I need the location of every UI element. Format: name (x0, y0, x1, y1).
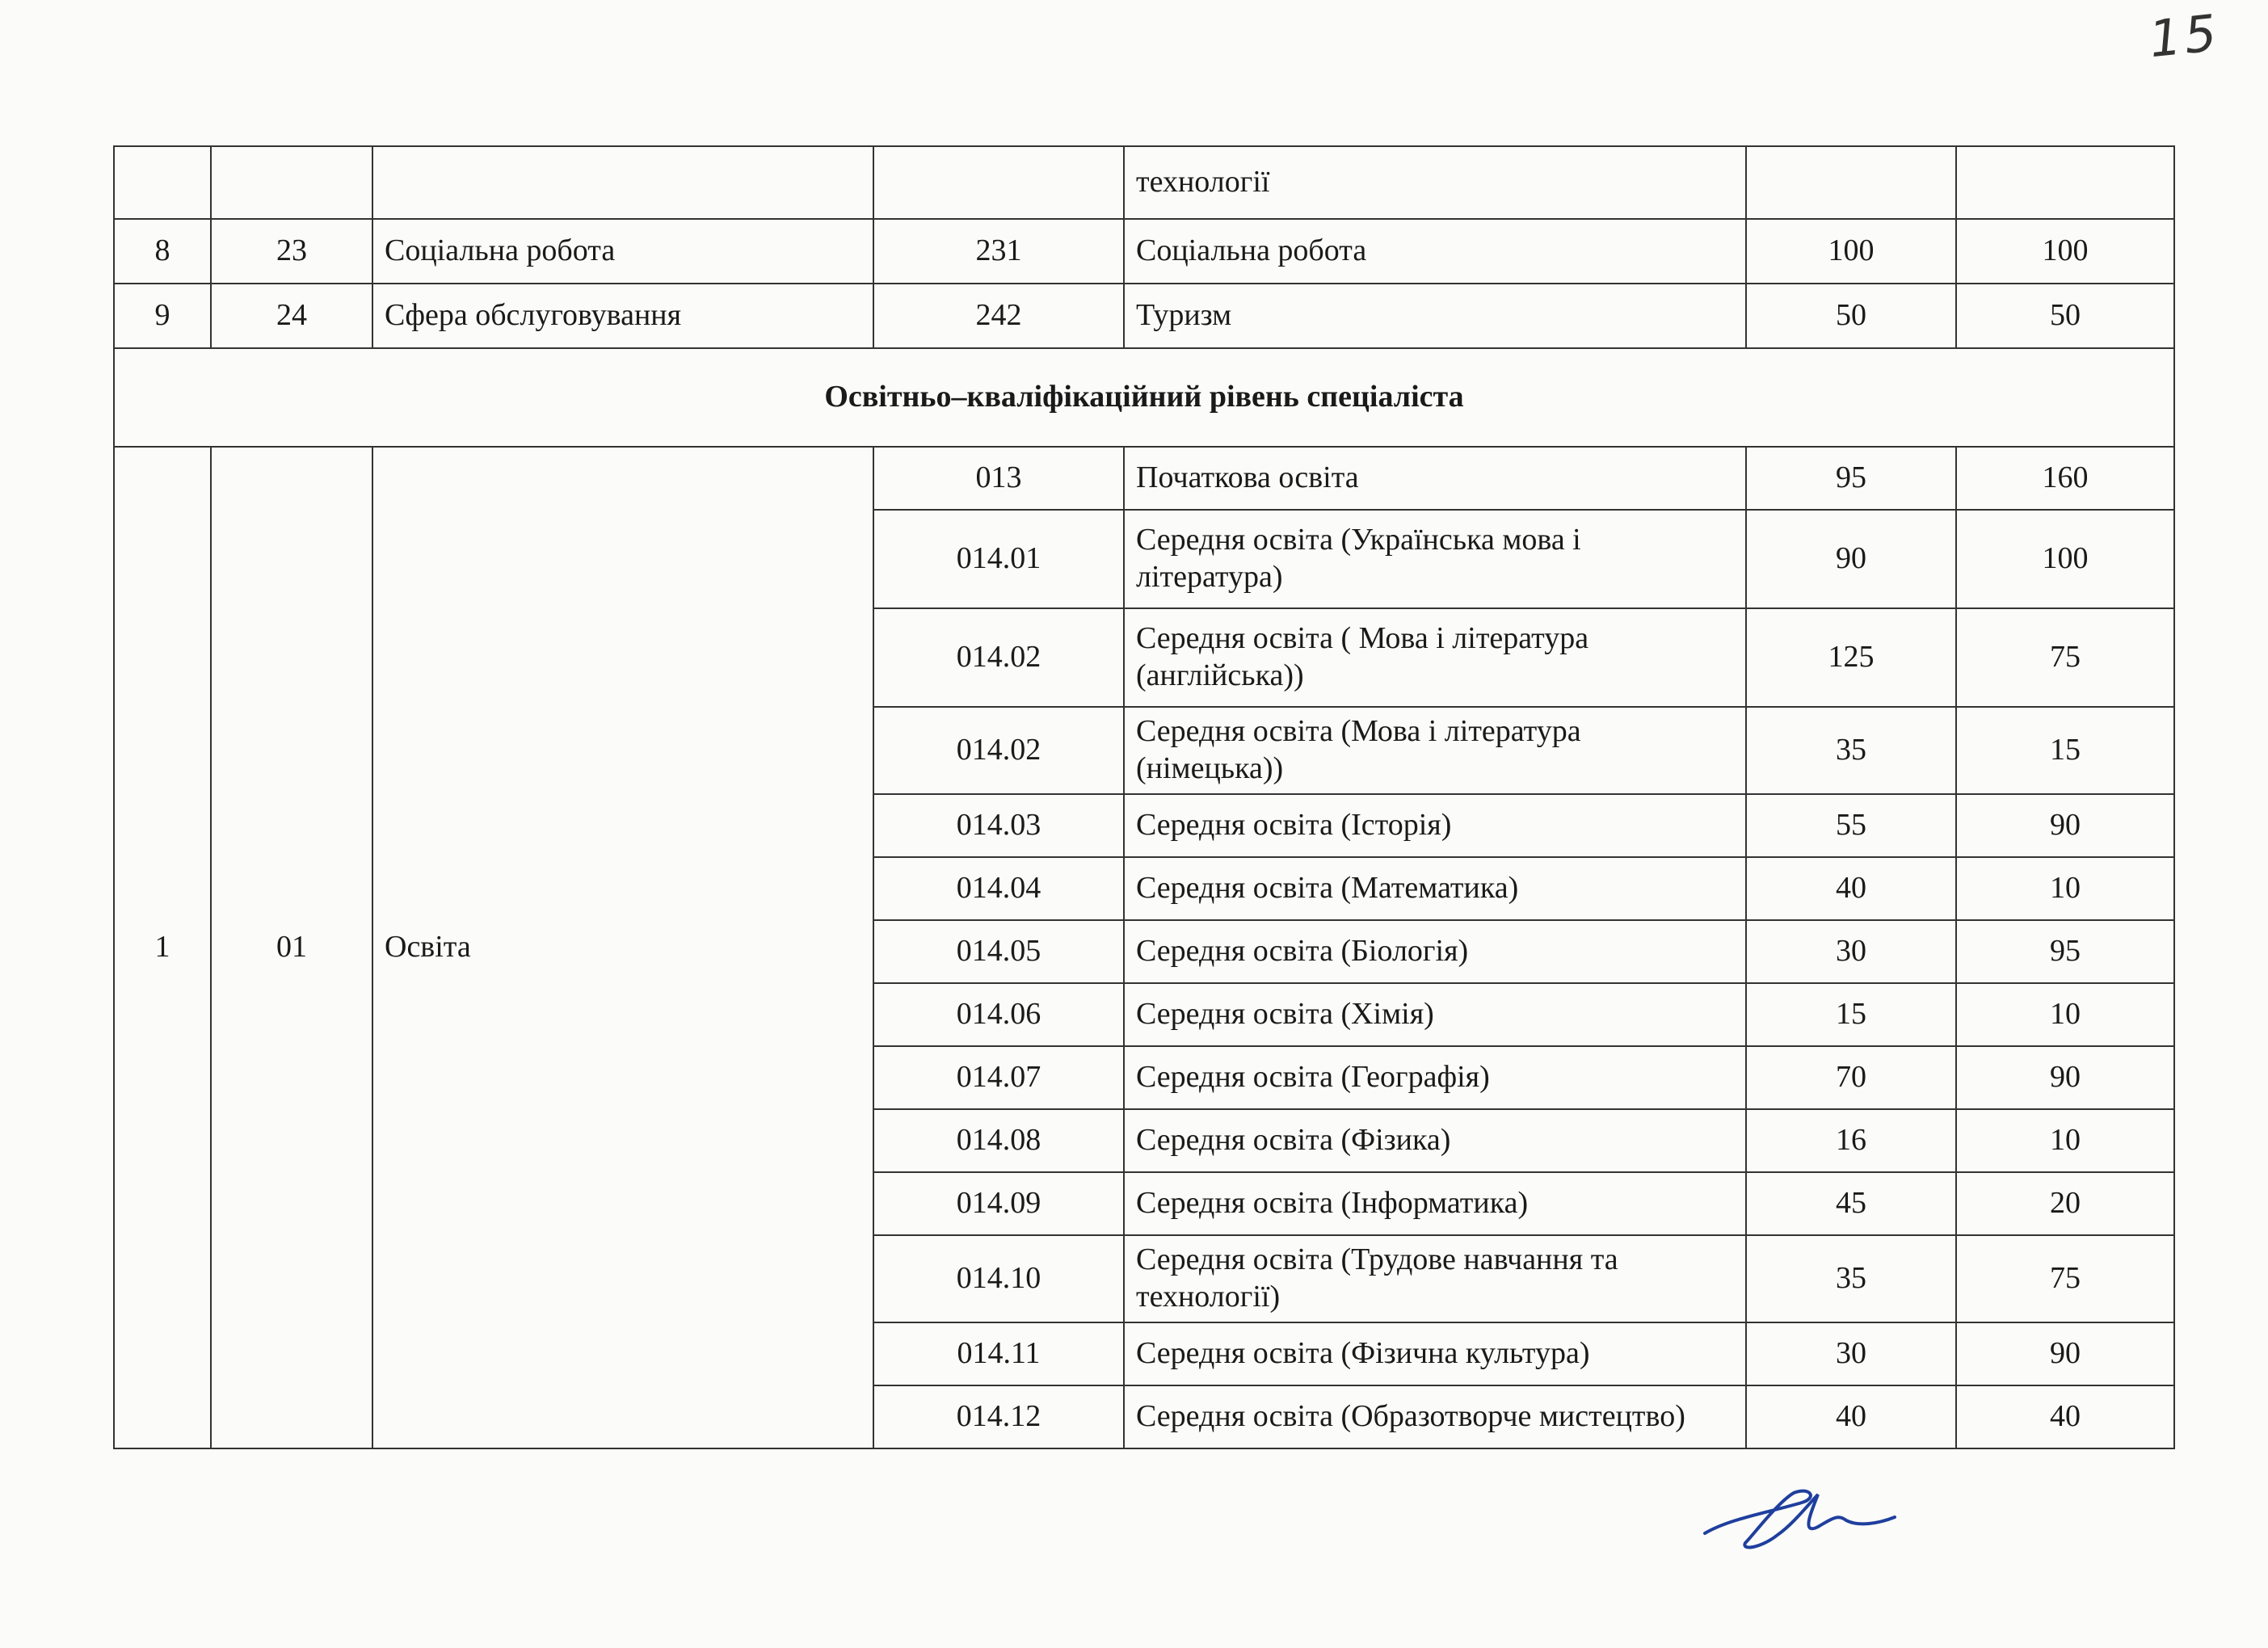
specialty-code-cell: 014.01 (873, 510, 1124, 608)
specialty-code-cell: 014.08 (873, 1109, 1124, 1172)
row-number-cell: 9 (114, 284, 211, 348)
group-field-cell: Освіта (372, 447, 873, 1448)
specialty-name-cell: Початкова освіта (1124, 447, 1746, 510)
field-code-cell: 24 (211, 284, 372, 348)
specialty-code-cell: 013 (873, 447, 1124, 510)
specialty-name-cell: Середня освіта (Українська мова і література) (1124, 510, 1746, 608)
value-1-cell (1746, 146, 1956, 219)
value-2-cell: 95 (1956, 920, 2174, 983)
value-1-cell: 35 (1746, 707, 1956, 794)
specialty-code-cell: 014.06 (873, 983, 1124, 1046)
specialty-code-cell: 014.12 (873, 1385, 1124, 1448)
value-1-cell: 50 (1746, 284, 1956, 348)
field-code-cell: 23 (211, 219, 372, 284)
value-2-cell: 90 (1956, 1322, 2174, 1385)
value-1-cell: 100 (1746, 219, 1956, 284)
specialties-table (113, 145, 2175, 1449)
page-number: 15 (2146, 2, 2223, 69)
table-row (114, 146, 2174, 219)
value-1-cell: 40 (1746, 857, 1956, 920)
value-2-cell (1956, 146, 2174, 219)
value-2-cell: 10 (1956, 983, 2174, 1046)
section-header-row (114, 348, 2174, 447)
specialty-code-cell: 231 (873, 219, 1124, 284)
specialty-name-cell: Середня освіта ( Мова і література (англійська)) (1124, 608, 1746, 707)
value-1-cell: 55 (1746, 794, 1956, 857)
value-2-cell: 10 (1956, 1109, 2174, 1172)
specialty-code-cell: 014.10 (873, 1235, 1124, 1322)
value-2-cell: 10 (1956, 857, 2174, 920)
value-2-cell: 90 (1956, 1046, 2174, 1109)
specialty-name-cell: Середня освіта (Фізика) (1124, 1109, 1746, 1172)
value-2-cell: 75 (1956, 1235, 2174, 1322)
specialty-name-cell: Середня освіта (Історія) (1124, 794, 1746, 857)
value-1-cell: 30 (1746, 1322, 1956, 1385)
table-row (114, 447, 2174, 510)
value-1-cell: 16 (1746, 1109, 1956, 1172)
field-name-cell: Соціальна робота (372, 219, 873, 284)
value-1-cell: 95 (1746, 447, 1956, 510)
value-2-cell: 15 (1956, 707, 2174, 794)
row-number-cell (114, 146, 211, 219)
specialty-code-cell: 014.03 (873, 794, 1124, 857)
specialty-name-cell: технології (1124, 146, 1746, 219)
value-1-cell: 45 (1746, 1172, 1956, 1235)
signature (1697, 1470, 1907, 1559)
specialty-code-cell: 014.02 (873, 608, 1124, 707)
value-2-cell: 100 (1956, 510, 2174, 608)
specialty-code-cell: 014.07 (873, 1046, 1124, 1109)
value-2-cell: 50 (1956, 284, 2174, 348)
value-1-cell: 125 (1746, 608, 1956, 707)
value-2-cell: 75 (1956, 608, 2174, 707)
specialty-name-cell: Соціальна робота (1124, 219, 1746, 284)
section-title: Освітньо–кваліфікаційний рівень спеціаліста (114, 348, 2174, 447)
specialty-code-cell: 014.05 (873, 920, 1124, 983)
specialty-name-cell: Середня освіта (Математика) (1124, 857, 1746, 920)
specialty-name-cell: Туризм (1124, 284, 1746, 348)
specialty-code-cell: 014.04 (873, 857, 1124, 920)
value-1-cell: 40 (1746, 1385, 1956, 1448)
specialty-code-cell: 014.11 (873, 1322, 1124, 1385)
field-code-cell (211, 146, 372, 219)
row-number-cell: 8 (114, 219, 211, 284)
value-1-cell: 15 (1746, 983, 1956, 1046)
group-number-cell: 1 (114, 447, 211, 1448)
specialty-name-cell: Середня освіта (Біологія) (1124, 920, 1746, 983)
field-name-cell: Сфера обслуговування (372, 284, 873, 348)
value-2-cell: 90 (1956, 794, 2174, 857)
value-2-cell: 40 (1956, 1385, 2174, 1448)
group-code-cell: 01 (211, 447, 372, 1448)
table-body (114, 146, 2174, 1448)
value-2-cell: 100 (1956, 219, 2174, 284)
specialty-code-cell: 014.02 (873, 707, 1124, 794)
specialty-name-cell: Середня освіта (Фізична культура) (1124, 1322, 1746, 1385)
specialty-code-cell: 242 (873, 284, 1124, 348)
table-row (114, 284, 2174, 348)
specialty-name-cell: Середня освіта (Трудове навчання та технології) (1124, 1235, 1746, 1322)
specialty-code-cell: 014.09 (873, 1172, 1124, 1235)
specialty-name-cell: Середня освіта (Хімія) (1124, 983, 1746, 1046)
specialty-name-cell: Середня освіта (Мова і література (німецька)) (1124, 707, 1746, 794)
specialty-name-cell: Середня освіта (Образотворче мистецтво) (1124, 1385, 1746, 1448)
specialty-name-cell: Середня освіта (Інформатика) (1124, 1172, 1746, 1235)
value-1-cell: 30 (1746, 920, 1956, 983)
value-1-cell: 70 (1746, 1046, 1956, 1109)
table-row (114, 219, 2174, 284)
value-1-cell: 90 (1746, 510, 1956, 608)
value-2-cell: 160 (1956, 447, 2174, 510)
specialty-name-cell: Середня освіта (Географія) (1124, 1046, 1746, 1109)
value-1-cell: 35 (1746, 1235, 1956, 1322)
field-name-cell (372, 146, 873, 219)
value-2-cell: 20 (1956, 1172, 2174, 1235)
specialty-code-cell (873, 146, 1124, 219)
